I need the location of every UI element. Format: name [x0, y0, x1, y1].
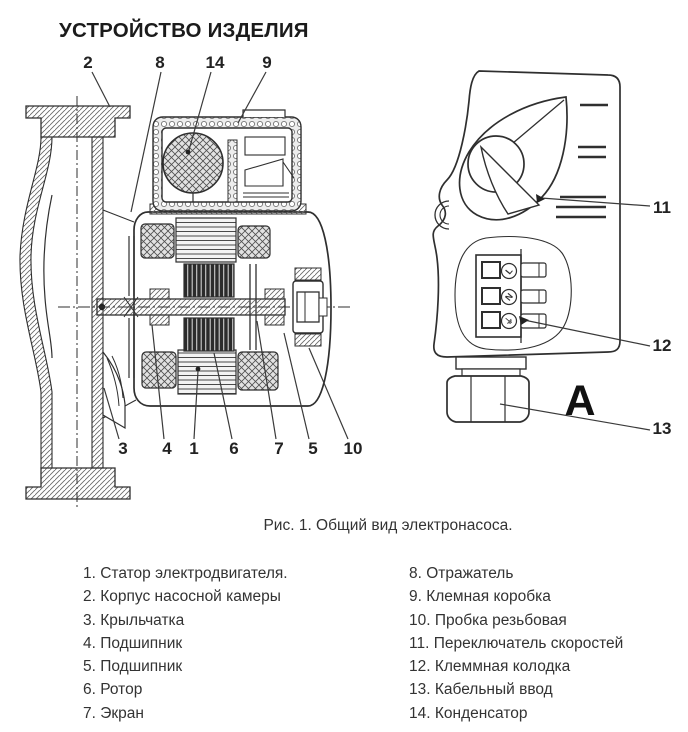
callout-1: 1	[189, 439, 199, 458]
legend-item: 4. Подшипник	[83, 634, 183, 652]
callout-8: 8	[155, 53, 165, 72]
capacitor	[163, 133, 223, 193]
callout-12: 12	[652, 336, 672, 355]
callout-2: 2	[83, 53, 93, 72]
legend-column-left	[83, 562, 288, 725]
page-title: УСТРОЙСТВО ИЗДЕЛИЯ	[59, 18, 309, 42]
terminal-symbol-l: L	[503, 265, 515, 277]
legend-item: 10. Пробка резьбовая	[409, 611, 567, 629]
callout-10: 10	[343, 439, 363, 458]
legend-column-right	[409, 562, 623, 725]
legend-item: 9. Клемная коробка	[409, 588, 551, 606]
legend-item: 3. Крыльчатка	[83, 611, 185, 629]
callout-7: 7	[274, 439, 284, 458]
legend-item: 5. Подшипник	[83, 658, 183, 676]
legend-item: 2. Корпус насосной камеры	[83, 588, 281, 606]
legend-item: 7. Экран	[83, 704, 144, 722]
callout-6: 6	[229, 439, 239, 458]
callout-9: 9	[262, 53, 272, 72]
callout-13: 13	[652, 419, 672, 438]
legend-item: 12. Клеммная колодка	[409, 658, 571, 676]
terminal-box	[153, 110, 301, 211]
callout-14: 14	[205, 53, 225, 72]
figure-caption: Рис. 1. Общий вид электронасоса.	[263, 517, 513, 534]
terminal-symbol-earth: ⏚	[502, 314, 516, 328]
callout-3: 3	[118, 439, 128, 458]
callout-4: 4	[162, 439, 172, 458]
impeller	[103, 352, 125, 428]
cable-gland	[447, 357, 529, 422]
legend-item: 8. Отражатель	[409, 565, 514, 582]
terminal-symbol-n: N	[503, 291, 515, 303]
callout-11: 11	[653, 198, 671, 217]
legend-item: 1. Статор электродвигателя.	[83, 565, 288, 582]
legend-item: 13. Кабельный ввод	[409, 681, 553, 699]
control-box-view	[433, 71, 650, 430]
legend-item: 11. Переключатель скоростей	[409, 634, 624, 652]
pump-cross-section	[20, 72, 352, 510]
callout-5: 5	[308, 439, 318, 458]
legend-item: 14. Конденсатор	[409, 704, 528, 722]
view-label-a: A	[564, 377, 596, 425]
legend-item: 6. Ротор	[83, 681, 143, 699]
